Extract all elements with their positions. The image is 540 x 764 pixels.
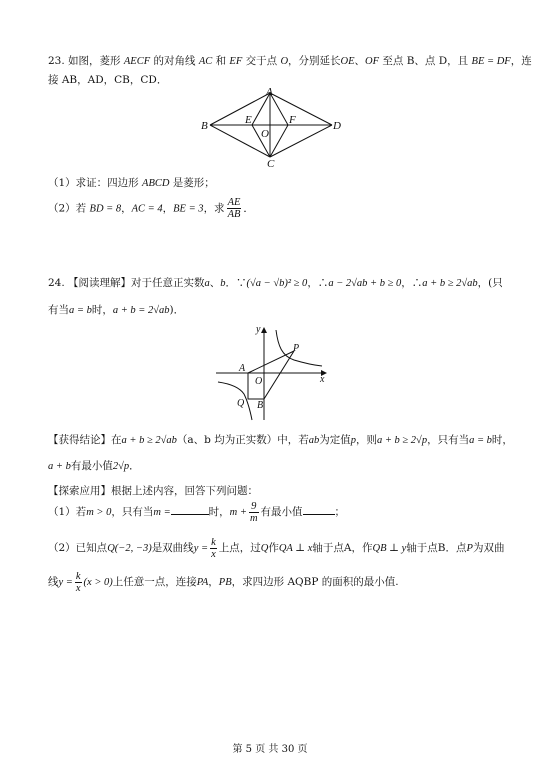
math: BE = 3 [173,203,204,215]
q24-conclusion-line2 [48,459,140,474]
q23-line1 [48,54,532,69]
q23-line2: 接 AB，AD，CB，CD． [48,74,168,86]
q24-part1 [48,500,345,525]
text: ．∵ [225,277,247,289]
numerator: k [211,536,216,548]
label-f: F [289,114,296,126]
text: 和 [212,55,230,67]
label-o: O [255,376,263,387]
text: ． [129,460,140,472]
q24-part2-line2 [48,570,399,595]
q24-explore-heading: 【探索应用】根据上述内容，回答下列问题： [48,485,258,497]
math: OE [340,56,355,67]
q24-part2-line1 [48,536,504,561]
label-b: B [257,400,264,411]
text: （1）若 [48,506,87,518]
text: 是菱形； [169,177,215,189]
text: 有当 [48,304,69,316]
numerator: k [75,570,81,582]
q24-line1 [48,276,503,291]
label-q: Q [237,398,245,409]
label-a: A [266,86,273,98]
q23-part2 [48,197,254,221]
denominator: m [249,512,258,524]
text: 24. 【阅读理解】对于任意正实数 [48,277,205,289]
math: Q [260,543,269,554]
text: 【获得结论】在 [48,434,122,446]
math: ABCD [142,178,170,189]
math: EF [229,56,243,67]
math: PA [196,577,209,588]
math: a + b [48,461,71,472]
denominator: AB [227,209,241,220]
hyperbola-figure [212,322,332,422]
text: 至点 B、点 D，且 [379,55,472,67]
answer-blank-1[interactable] [171,504,209,515]
fraction-k-x [210,537,217,560]
math: AC = 4 [131,203,163,215]
math: b [220,278,226,289]
text: （2）若 [48,202,90,215]
text: 、 [354,55,366,67]
math: a + b ≥ 2√ab [121,435,177,446]
text: ，只有当 [427,434,470,446]
text: ， [121,202,132,215]
fraction-9-m [249,501,259,524]
text: 轴于点A，作 [312,542,373,554]
text: 交于点 [242,55,281,67]
hyperbola-branch-left [218,382,252,420]
numerator: AE [227,197,241,208]
text: 作 [268,542,279,554]
math: (√a − √b)² ≥ 0 [246,278,308,289]
text: ，只有当 [111,506,154,518]
fraction-ae-ab [227,197,242,220]
text: ； [334,506,346,518]
text: 上点，过 [218,542,261,554]
text: ，分别延长 [288,55,341,67]
text: 为定值 [319,434,351,446]
q23-part1 [48,176,215,191]
text: 是双曲线 [151,542,194,554]
text: ， [162,202,174,215]
math: a [204,278,210,289]
text: ，求四边形 AQBP 的面积的最小值. [231,576,399,588]
text: 上任意一点，连接 [112,576,197,588]
label-c: C [267,158,275,170]
math: AC [198,56,213,67]
math: m = [153,507,171,518]
math: m > 0 [86,507,112,518]
math: a = b [69,305,92,316]
math: QA ⊥ x [278,543,313,554]
text: ，连 [510,55,532,67]
text: 为双曲 [472,542,505,554]
math: AECF [123,56,151,67]
text: 有最小值 [70,460,113,472]
text: 23. 如图，菱形 [48,55,124,67]
text: 时， [208,506,230,518]
math: QB ⊥ y [372,543,407,554]
math: ab [308,435,320,446]
denominator: x [211,548,216,560]
math: (x > 0) [83,577,113,588]
page-footer: 第 5 页 共 30 页 [232,744,308,755]
text: 的对角线 [150,55,199,67]
math: a + b = 2√ab [112,305,170,316]
text: 有最小值 [260,506,303,518]
math: 2√p [112,461,130,472]
label-y: y [256,324,261,335]
math: Q(−2, −3) [107,543,152,554]
math: BD = 8 [89,203,122,215]
fraction-k-x [75,571,82,594]
label-d: D [333,120,341,132]
label-e: E [245,114,252,126]
math: y = [193,543,209,554]
math: a = b [469,435,492,446]
text: ，求 [203,202,225,215]
text: （a、b 均为正实数）中，若 [176,434,309,446]
rhombus-figure [200,86,345,170]
label-b: B [201,120,208,132]
label-a: A [239,363,246,374]
math: p [350,435,356,446]
text: （2）已知点 [48,542,108,554]
text: ，∴ [307,277,329,289]
text: ， [208,576,219,588]
q24-line2 [48,303,184,318]
denominator: x [75,582,81,594]
answer-blank-2[interactable] [303,504,335,515]
math: y = [58,577,73,588]
math: m + [229,507,247,518]
label-p: P [293,343,300,354]
text: ． [243,202,254,215]
math: BE = DF [471,56,511,67]
text: 时， [491,434,513,446]
label-o: O [261,128,269,140]
label-x: x [320,374,325,385]
text: ，则 [355,434,377,446]
text: 时， [91,304,113,316]
text: 轴于点B．点 [406,542,467,554]
math: a + b ≥ 2√ab [422,278,478,289]
text: （1）求证：四边形 [48,177,143,189]
math: O [280,56,289,67]
math: OF [365,56,380,67]
text: )． [169,304,185,316]
text: ，(只 [477,277,503,289]
text: ，∴ [401,277,423,289]
math: PB [218,577,232,588]
math: a − 2√ab + b ≥ 0 [328,278,402,289]
text: 、 [209,277,221,289]
text: 线 [48,576,59,588]
numerator: 9 [249,501,259,513]
q24-conclusion-line1 [48,433,513,448]
math: P [466,543,473,554]
math: a + b ≥ 2√p [376,435,428,446]
